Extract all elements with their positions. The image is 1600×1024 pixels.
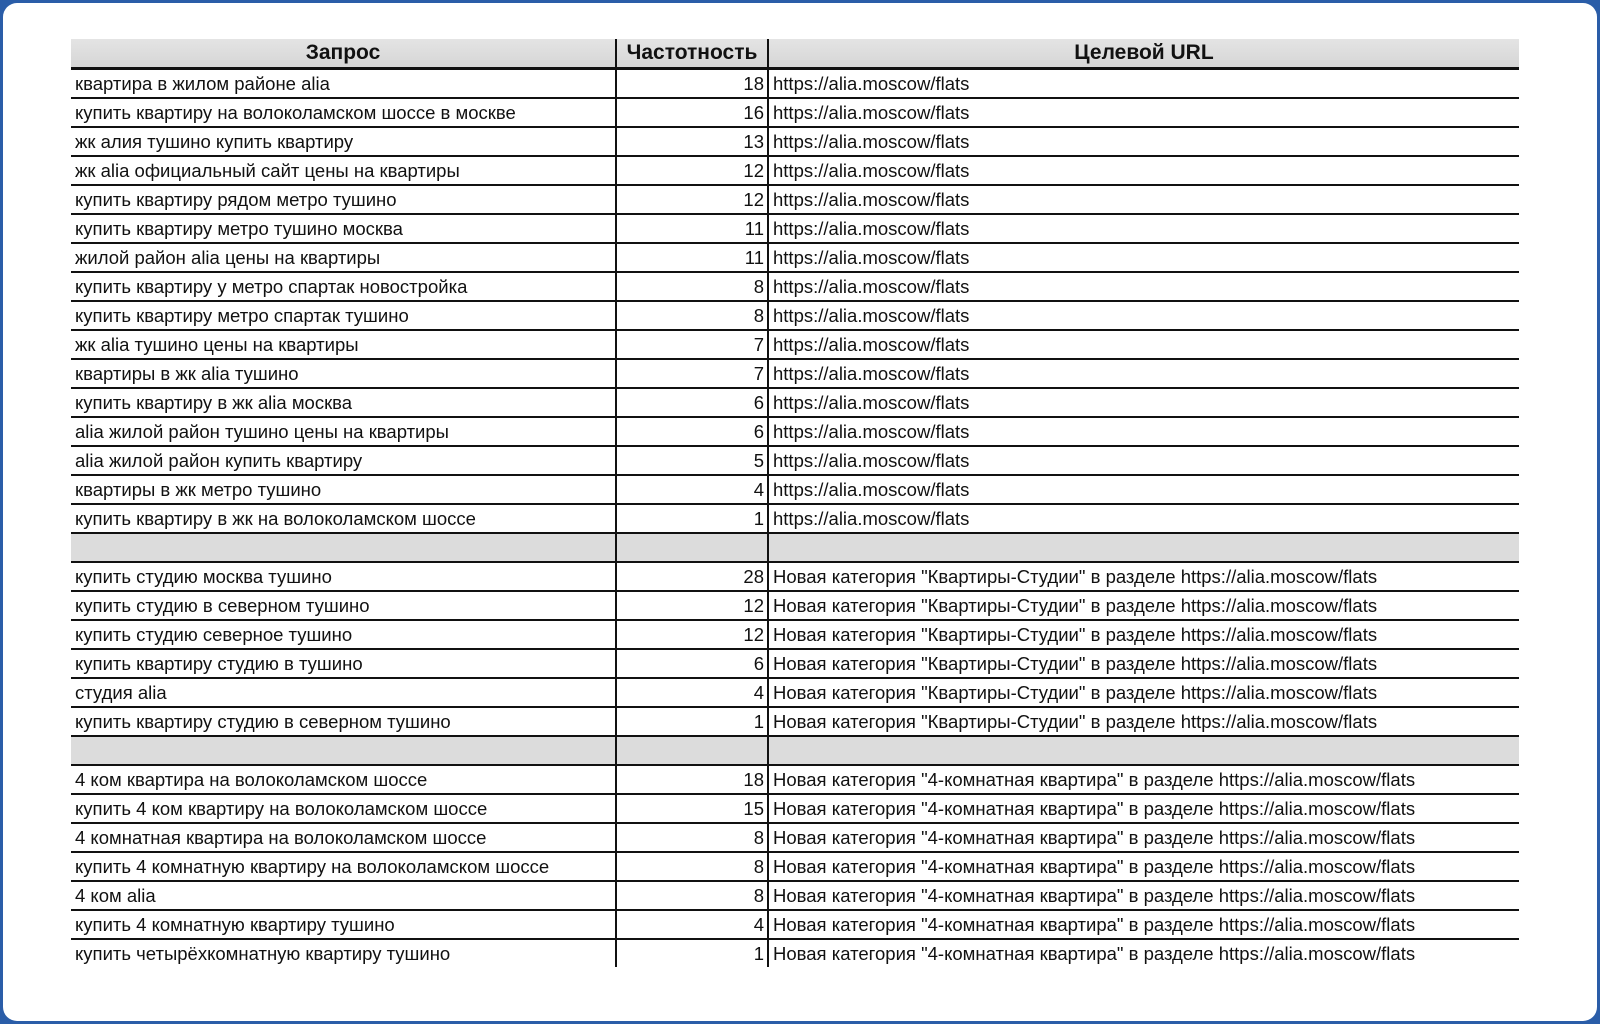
separator-cell xyxy=(71,533,616,562)
frequency-cell: 5 xyxy=(616,446,768,475)
url-cell: Новая категория "4-комнатная квартира" в разделе https://alia.moscow/flats xyxy=(773,942,1416,964)
table-row xyxy=(71,678,1519,707)
document-card xyxy=(3,3,1597,1021)
table-row xyxy=(71,562,1519,591)
query-cell: купить квартиру у метро спартак новостройка xyxy=(71,272,616,301)
table-row xyxy=(71,823,1519,852)
table-row xyxy=(71,359,1519,388)
url-cell: https://alia.moscow/flats xyxy=(768,417,1519,446)
url-cell: https://alia.moscow/flats xyxy=(768,388,1519,417)
query-cell: купить студию москва тушино xyxy=(71,562,616,591)
frequency-cell: 13 xyxy=(616,127,768,156)
table-row xyxy=(71,475,1519,504)
query-cell: квартиры в жк alia тушино xyxy=(71,359,616,388)
url-cell: https://alia.moscow/flats xyxy=(768,272,1519,301)
query-cell: alia жилой район купить квартиру xyxy=(71,446,616,475)
url-cell: https://alia.moscow/flats xyxy=(768,214,1519,243)
frequency-cell: 12 xyxy=(616,156,768,185)
query-cell: квартира в жилом районе alia xyxy=(71,69,616,99)
url-cell: https://alia.moscow/flats xyxy=(768,127,1519,156)
frequency-cell: 7 xyxy=(616,330,768,359)
table-row xyxy=(71,156,1519,185)
frequency-cell: 6 xyxy=(616,388,768,417)
url-cell: Новая категория "4-комнатная квартира" в разделе https://alia.moscow/flats xyxy=(768,823,1519,852)
frequency-cell: 11 xyxy=(616,214,768,243)
frequency-cell: 8 xyxy=(616,881,768,910)
url-cell: https://alia.moscow/flats xyxy=(768,69,1519,99)
frequency-cell: 28 xyxy=(616,562,768,591)
query-cell: студия alia xyxy=(71,678,616,707)
url-cell: Новая категория "4-комнатная квартира" в разделе https://alia.moscow/flats xyxy=(768,852,1519,881)
table-row xyxy=(71,69,1519,99)
query-cell: жилой район alia цены на квартиры xyxy=(71,243,616,272)
query-cell: купить студию в северном тушино xyxy=(71,591,616,620)
query-cell: купить квартиру студию в северном тушино xyxy=(71,707,616,736)
frequency-cell: 1 xyxy=(616,939,768,967)
separator-cell xyxy=(71,736,616,765)
frequency-cell: 6 xyxy=(616,649,768,678)
url-cell: Новая категория "4-комнатная квартира" в разделе https://alia.moscow/flats xyxy=(768,881,1519,910)
table-row xyxy=(71,388,1519,417)
frequency-cell: 8 xyxy=(616,301,768,330)
url-cell: https://alia.moscow/flats xyxy=(768,301,1519,330)
frequency-cell: 8 xyxy=(616,272,768,301)
frequency-cell: 4 xyxy=(616,910,768,939)
url-cell: https://alia.moscow/flats xyxy=(768,98,1519,127)
query-cell: alia жилой район тушино цены на квартиры xyxy=(71,417,616,446)
table-row xyxy=(71,504,1519,533)
frequency-cell: 6 xyxy=(616,417,768,446)
header-frequency: Частотность xyxy=(616,39,768,69)
keywords-table xyxy=(71,39,1519,967)
query-cell: купить квартиру метро тушино москва xyxy=(71,214,616,243)
table-row xyxy=(71,330,1519,359)
separator-cell xyxy=(768,533,1519,562)
url-cell: https://alia.moscow/flats xyxy=(768,446,1519,475)
table-row xyxy=(71,620,1519,649)
frequency-cell: 12 xyxy=(616,591,768,620)
table-row xyxy=(71,185,1519,214)
url-cell: https://alia.moscow/flats xyxy=(768,504,1519,533)
frequency-cell: 15 xyxy=(616,794,768,823)
query-cell: купить 4 ком квартиру на волоколамском шоссе xyxy=(71,794,616,823)
header-target-url: Целевой URL xyxy=(768,39,1519,69)
table-row xyxy=(71,939,1519,967)
url-cell: Новая категория "Квартиры-Студии" в разделе https://alia.moscow/flats xyxy=(768,707,1519,736)
url-cell: https://alia.moscow/flats xyxy=(768,359,1519,388)
separator-cell xyxy=(768,736,1519,765)
table-row xyxy=(71,881,1519,910)
frequency-cell: 18 xyxy=(616,69,768,99)
table-row xyxy=(71,446,1519,475)
table-row xyxy=(71,707,1519,736)
query-cell: 4 комнатная квартира на волоколамском шоссе xyxy=(71,823,616,852)
separator-cell xyxy=(616,736,768,765)
frequency-cell: 11 xyxy=(616,243,768,272)
header-row xyxy=(71,39,1519,69)
url-cell: Новая категория "Квартиры-Студии" в разделе https://alia.moscow/flats xyxy=(768,649,1519,678)
table-row xyxy=(71,794,1519,823)
query-cell: купить 4 комнатную квартиру на волоколамском шоссе xyxy=(71,852,616,881)
table-body xyxy=(71,69,1519,968)
frequency-cell: 12 xyxy=(616,620,768,649)
url-cell: Новая категория "4-комнатная квартира" в разделе https://alia.moscow/flats xyxy=(768,765,1519,794)
url-cell: https://alia.moscow/flats xyxy=(768,243,1519,272)
frequency-cell: 16 xyxy=(616,98,768,127)
frequency-cell: 1 xyxy=(616,707,768,736)
frequency-cell: 4 xyxy=(616,475,768,504)
table-row xyxy=(71,910,1519,939)
table-row xyxy=(71,214,1519,243)
table-row xyxy=(71,765,1519,794)
url-cell: Новая категория "Квартиры-Студии" в разделе https://alia.moscow/flats xyxy=(768,562,1519,591)
url-cell: Новая категория "Квартиры-Студии" в разделе https://alia.moscow/flats xyxy=(768,678,1519,707)
query-cell: жк alia официальный сайт цены на квартиры xyxy=(71,156,616,185)
table-row xyxy=(71,243,1519,272)
frequency-cell: 18 xyxy=(616,765,768,794)
query-cell: купить квартиру рядом метро тушино xyxy=(71,185,616,214)
table-row xyxy=(71,591,1519,620)
query-cell: купить четырёхкомнатную квартиру тушино xyxy=(71,939,616,967)
table-row xyxy=(71,649,1519,678)
frequency-cell: 8 xyxy=(616,852,768,881)
table-row xyxy=(71,852,1519,881)
query-cell: купить квартиру метро спартак тушино xyxy=(71,301,616,330)
group-separator-row xyxy=(71,736,1519,765)
query-cell: 4 ком квартира на волоколамском шоссе xyxy=(71,765,616,794)
url-cell: https://alia.moscow/flats xyxy=(768,330,1519,359)
table-row xyxy=(71,301,1519,330)
frequency-cell: 1 xyxy=(616,504,768,533)
query-cell: купить 4 комнатную квартиру тушино xyxy=(71,910,616,939)
query-cell: квартиры в жк метро тушино xyxy=(71,475,616,504)
query-cell: купить квартиру студию в тушино xyxy=(71,649,616,678)
group-separator-row xyxy=(71,533,1519,562)
table-row xyxy=(71,272,1519,301)
table-row xyxy=(71,417,1519,446)
query-cell: купить квартиру на волоколамском шоссе в москве xyxy=(71,98,616,127)
separator-cell xyxy=(616,533,768,562)
query-cell: жк alia тушино цены на квартиры xyxy=(71,330,616,359)
table-row xyxy=(71,127,1519,156)
query-cell: купить квартиру в жк alia москва xyxy=(71,388,616,417)
header-query: Запрос xyxy=(71,39,616,69)
query-cell: 4 ком alia xyxy=(71,881,616,910)
url-cell: https://alia.moscow/flats xyxy=(768,475,1519,504)
frequency-cell: 8 xyxy=(616,823,768,852)
frequency-cell: 12 xyxy=(616,185,768,214)
frequency-cell: 4 xyxy=(616,678,768,707)
frequency-cell: 7 xyxy=(616,359,768,388)
url-cell: Новая категория "4-комнатная квартира" в разделе https://alia.moscow/flats xyxy=(768,910,1519,939)
query-cell: купить квартиру в жк на волоколамском шоссе xyxy=(71,504,616,533)
url-cell: https://alia.moscow/flats xyxy=(768,185,1519,214)
query-cell: жк алия тушино купить квартиру xyxy=(71,127,616,156)
url-cell: Новая категория "4-комнатная квартира" в разделе https://alia.moscow/flats xyxy=(768,794,1519,823)
table-row xyxy=(71,98,1519,127)
query-cell: купить студию северное тушино xyxy=(71,620,616,649)
url-cell: Новая категория "Квартиры-Студии" в разделе https://alia.moscow/flats xyxy=(768,591,1519,620)
url-cell: https://alia.moscow/flats xyxy=(768,156,1519,185)
url-cell: Новая категория "Квартиры-Студии" в разделе https://alia.moscow/flats xyxy=(768,620,1519,649)
